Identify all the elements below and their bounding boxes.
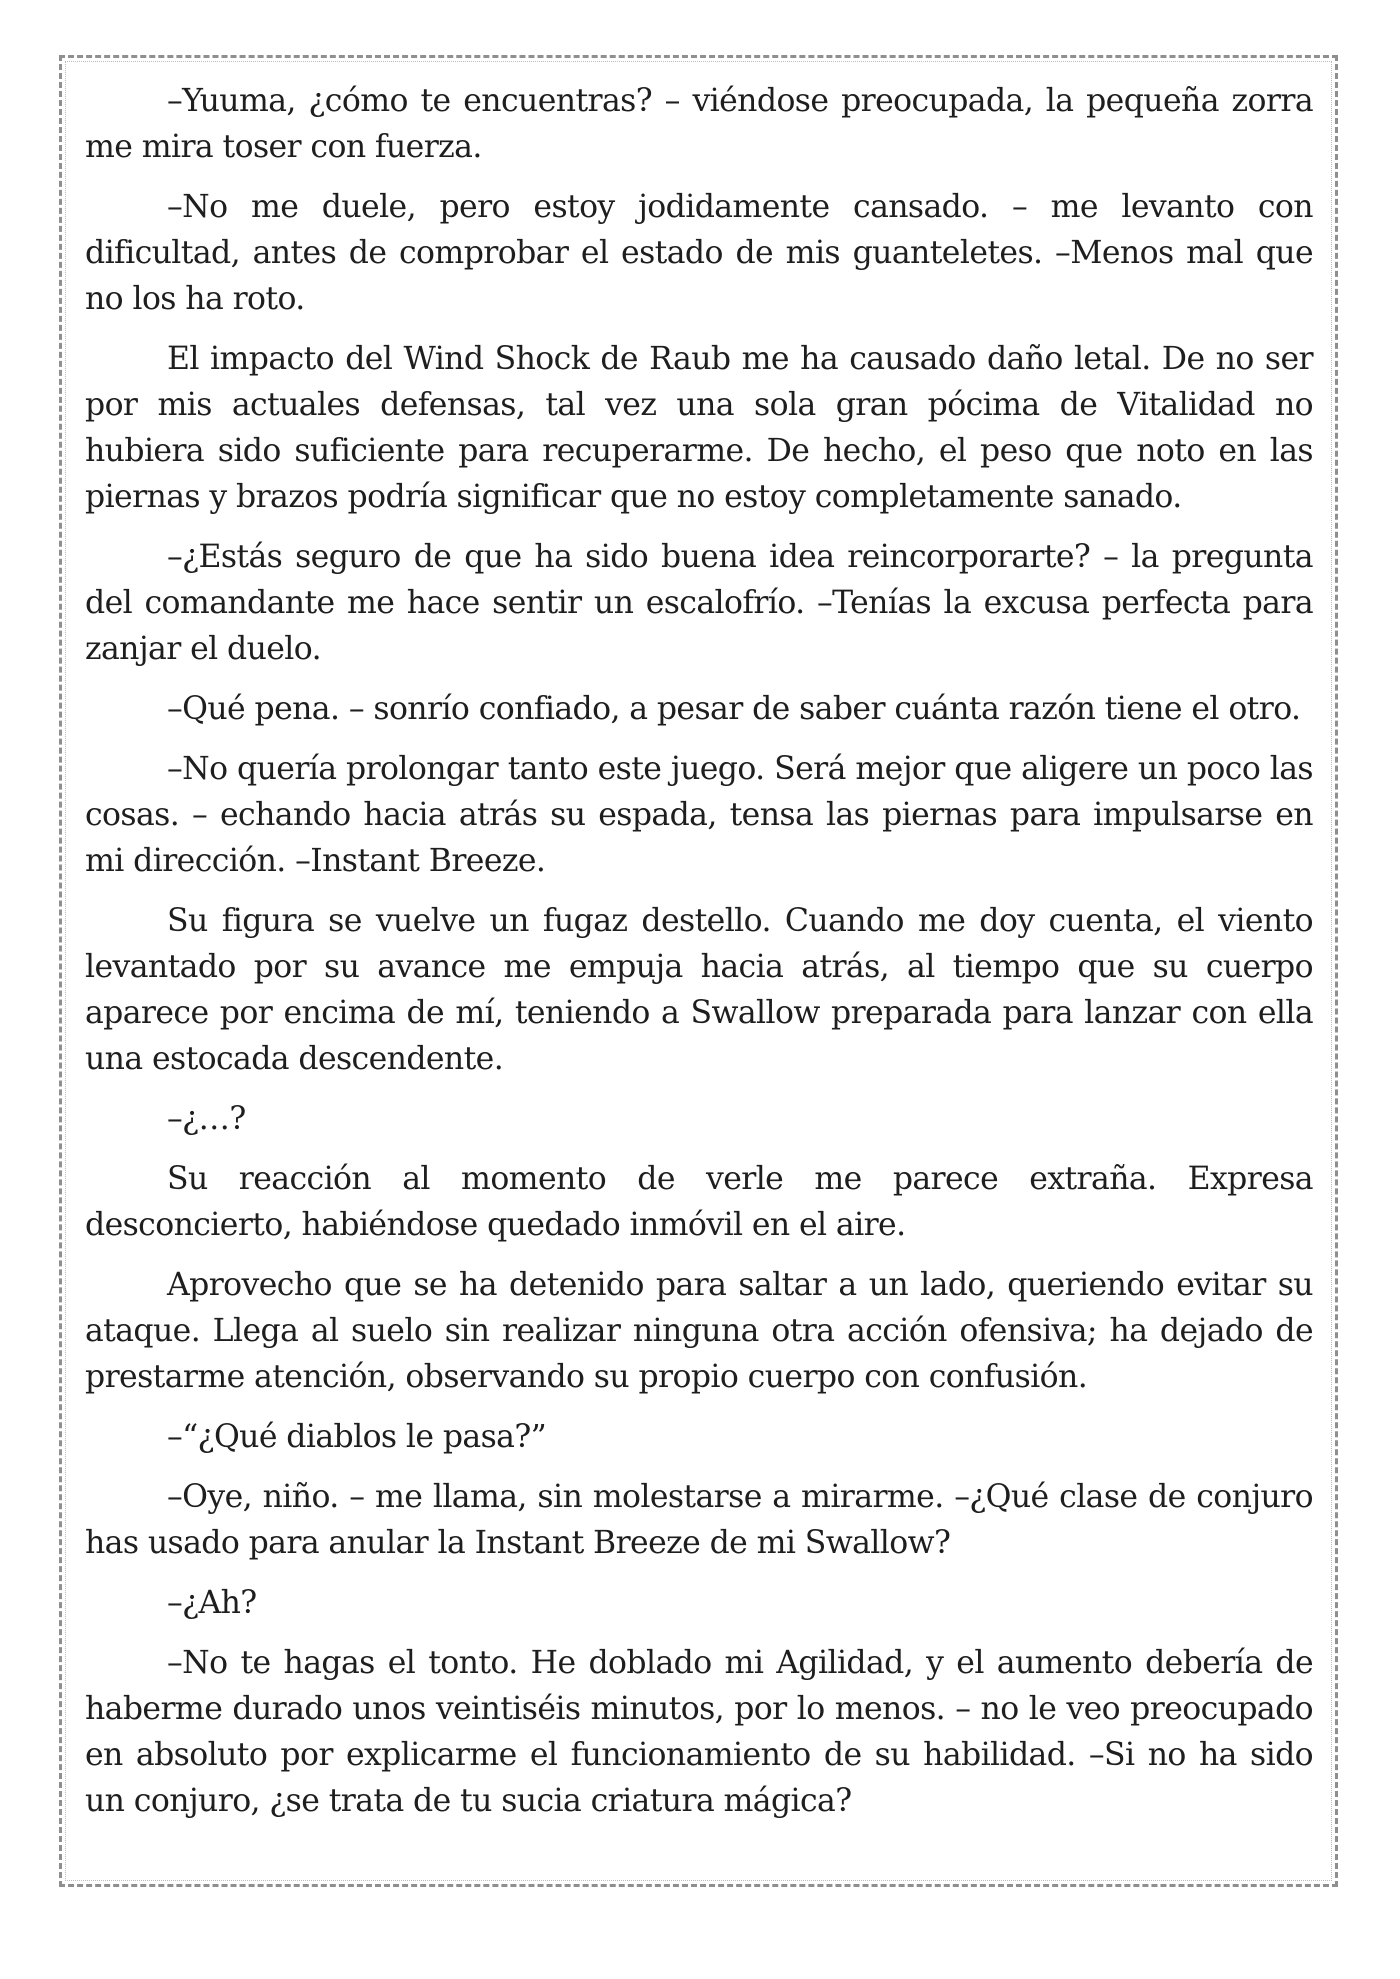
paragraph: –¿…? <box>167 1101 246 1137</box>
paragraph: –No quería prolongar tanto este juego. Será mejor que aligere un poco las cosas. – echando hacia atrás su espada, tensa las piernas para impulsarse en mi dirección. –Instant Breeze. <box>85 751 1313 879</box>
paragraph: –Qué pena. – sonrío confiado, a pesar de saber cuánta razón tiene el otro. <box>167 691 1301 727</box>
paragraph: Su reacción al momento de verle me parece extraña. Expresa desconcierto, habiéndose quedado inmóvil en el aire. <box>85 1161 1313 1243</box>
paragraph: –No te hagas el tonto. He doblado mi Agilidad, y el aumento debería de haberme durado unos veintiséis minutos, por lo menos. – no le veo preocupado en absoluto por explicarme el funcionamiento de su habilidad. –Si no ha sido un conjuro, ¿se trata de tu sucia criatura mágica? <box>85 1645 1313 1819</box>
paragraph: Aprovecho que se ha detenido para saltar a un lado, queriendo evitar su ataque. Llega al suelo sin realizar ninguna otra acción ofensiva; ha dejado de prestarme atención, observando su propio cuerpo con confusión. <box>85 1267 1313 1395</box>
paragraph: –No me duele, pero estoy jodidamente cansado. – me levanto con dificultad, antes de comprobar el estado de mis guanteletes. –Menos mal que no los ha roto. <box>85 189 1313 317</box>
paragraph: –¿Estás seguro de que ha sido buena idea reincorporarte? – la pregunta del comandante me hace sentir un escalofrío. –Tenías la excusa perfecta para zanjar el duelo. <box>85 539 1313 667</box>
paragraph: –Yuuma, ¿cómo te encuentras? – viéndose preocupada, la pequeña zorra me mira toser con fuerza. <box>85 83 1313 165</box>
paragraph: –“¿Qué diablos le pasa?” <box>167 1419 547 1455</box>
paragraph: El impacto del Wind Shock de Raub me ha causado daño letal. De no ser por mis actuales defensas, tal vez una sola gran pócima de Vitalidad no hubiera sido suficiente para recuperarme. De hecho, el peso que noto en las piernas y brazos podría significar que no estoy completamente sanado. <box>85 341 1313 515</box>
paragraph: –¿Ah? <box>167 1585 257 1621</box>
text-body <box>85 78 1313 1838</box>
paragraph: –Oye, niño. – me llama, sin molestarse a mirarme. –¿Qué clase de conjuro has usado para anular la Instant Breeze de mi Swallow? <box>85 1479 1313 1561</box>
paragraph: Su figura se vuelve un fugaz destello. Cuando me doy cuenta, el viento levantado por su avance me empuja hacia atrás, al tiempo que su cuerpo aparece por encima de mí, teniendo a Swallow preparada para lanzar con ella una estocada descendente. <box>85 903 1313 1077</box>
